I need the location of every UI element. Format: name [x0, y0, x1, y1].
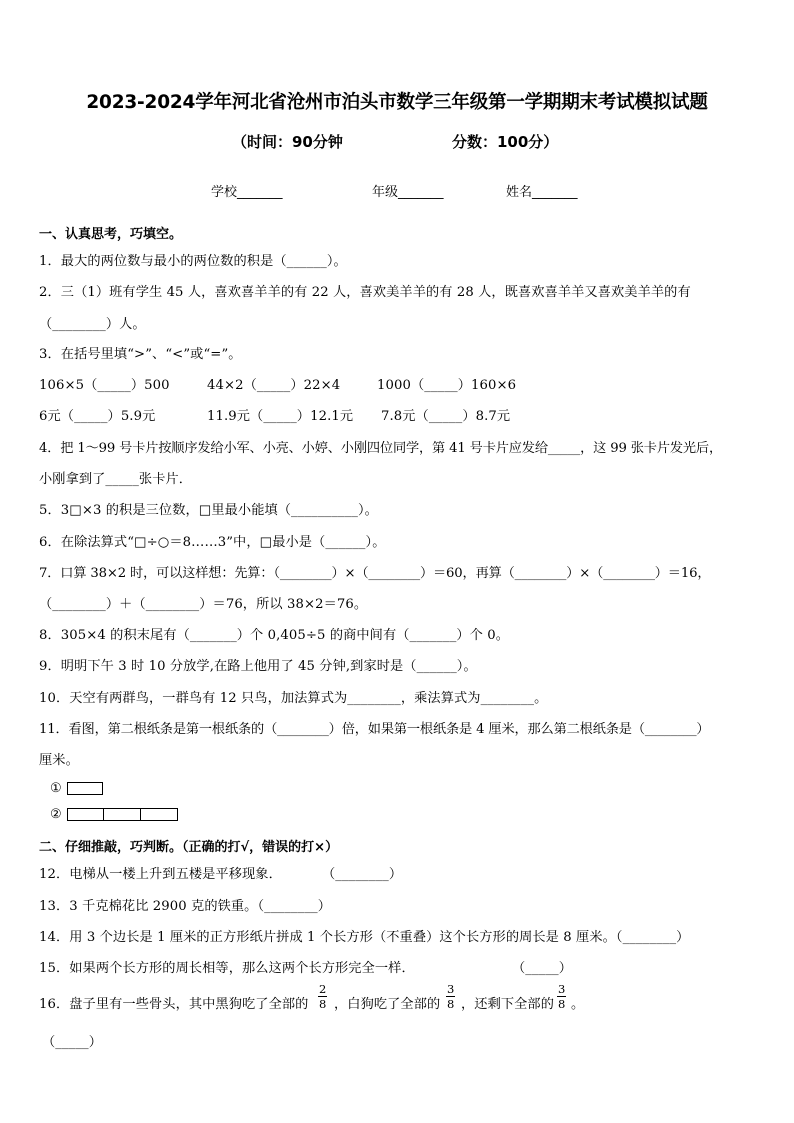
fraction-1: [318, 983, 327, 1010]
question-14: 14．用 3 个边长是 1 厘米的正方形纸片拼成 1 个长方形（不重叠）这个长方形的周长是 8 厘米。（________）: [39, 930, 690, 945]
question-6: 6．在除法算式“□÷○＝8……3”中，□最小是（______）。: [39, 535, 386, 550]
strip-divider: [140, 809, 141, 820]
page-title: 2023-2024学年河北省沧州市泊头市数学三年级第一学期期末考试模拟试题: [86, 92, 708, 113]
paper-strip-2: [67, 808, 178, 821]
question-16-part-4: 。: [571, 997, 585, 1012]
grade-field: 年级_______: [372, 185, 444, 200]
question-4-line-2: 小刚拿到了_____张卡片．: [39, 472, 193, 487]
question-15: 15．如果两个长方形的周长相等，那么这两个长方形完全一样．: [39, 961, 415, 976]
question-3: 3．在括号里填“>”、“<”或“=”。: [39, 347, 242, 362]
strip-label-2: ②: [50, 807, 62, 822]
question-11-line-1: 11．看图，第二根纸条是第一根纸条的（________）倍，如果第一根纸条是 4 厘米，那么第二根纸条是（________）: [39, 722, 710, 737]
paper-strip-1: [67, 782, 103, 795]
question-16-blank: （_____）: [42, 1035, 103, 1050]
question-15-blank: （_____）: [512, 961, 573, 976]
question-10: 10．天空有两群鸟，一群鸟有 12 只鸟，加法算式为________，乘法算式为________。: [39, 691, 548, 706]
question-16-part-3: ，还剩下全部的: [461, 997, 555, 1012]
question-3-item: 44×2（_____）22×4: [207, 378, 341, 393]
question-16-part-2: ，白狗吃了全部的: [334, 997, 441, 1012]
strip-label-1: ①: [50, 781, 62, 796]
fraction-3: [557, 983, 566, 1010]
question-12-blank: （________）: [322, 867, 403, 882]
strip-divider: [103, 809, 104, 820]
fraction-2: [446, 983, 455, 1010]
question-3-item: 6元（_____）5.9元: [39, 409, 156, 424]
name-field: 姓名_______: [506, 185, 578, 200]
question-5: 5．3□×3 的积是三位数，□里最小能填（__________）。: [39, 503, 378, 518]
exam-time: （时间：90分钟: [232, 133, 343, 151]
fraction-3-numerator: 3: [558, 982, 566, 996]
question-16-part-1: 16．盘子里有一些骨头，其中黑狗吃了全部的: [39, 997, 309, 1012]
exam-score: 分数：100分）: [452, 133, 559, 151]
question-3-item: 1000（_____）160×6: [377, 378, 517, 393]
question-2-line-2: （________）人。: [39, 317, 146, 332]
section-heading-judge: 二、仔细推敲，巧判断。（正确的打√，错误的打×）: [39, 840, 339, 855]
question-8: 8．305×4 的积末尾有（_______）个 0,405÷5 的商中间有（_______）个 0。: [39, 628, 510, 643]
question-3-item: 7.8元（_____）8.7元: [381, 409, 511, 424]
question-7-line-1: 7．口算 38×2 时，可以这样想：先算：（________）×（________）＝60，再算（________）×（________）＝16，: [39, 566, 711, 581]
question-11-line-2: 厘米。: [39, 753, 79, 768]
question-3-item: 11.9元（_____）12.1元: [207, 409, 354, 424]
fraction-1-numerator: 2: [319, 982, 327, 996]
section-heading-fill-in: 一、认真思考，巧填空。: [39, 227, 183, 242]
fraction-2-denominator: 8: [447, 997, 455, 1011]
question-2-line-1: 2．三（1）班有学生 45 人，喜欢喜羊羊的有 22 人，喜欢美羊羊的有 28 人，既喜欢喜羊羊又喜欢美羊羊的有: [39, 285, 691, 300]
question-9: 9．明明下午 3 时 10 分放学,在路上他用了 45 分钟,到家时是（______）。: [39, 659, 477, 674]
fraction-1-denominator: 8: [319, 997, 327, 1011]
question-4-line-1: 4．把 1～99 号卡片按顺序发给小军、小亮、小婷、小刚四位同学，第 41 号卡片应发给_____，这 99 张卡片发光后，: [39, 441, 723, 456]
question-13: 13．3 千克棉花比 2900 克的铁重。（________）: [39, 899, 331, 914]
question-12: 12．电梯从一楼上升到五楼是平移现象．: [39, 867, 282, 882]
question-1: 1．最大的两位数与最小的两位数的积是（______）。: [39, 254, 347, 269]
school-field: 学校_______: [211, 185, 283, 200]
fraction-3-denominator: 8: [558, 997, 566, 1011]
fraction-2-numerator: 3: [447, 982, 455, 996]
question-7-line-2: （________）＋（________）＝76，所以 38×2＝76。: [39, 597, 368, 612]
question-3-item: 106×5（_____）500: [39, 378, 170, 393]
